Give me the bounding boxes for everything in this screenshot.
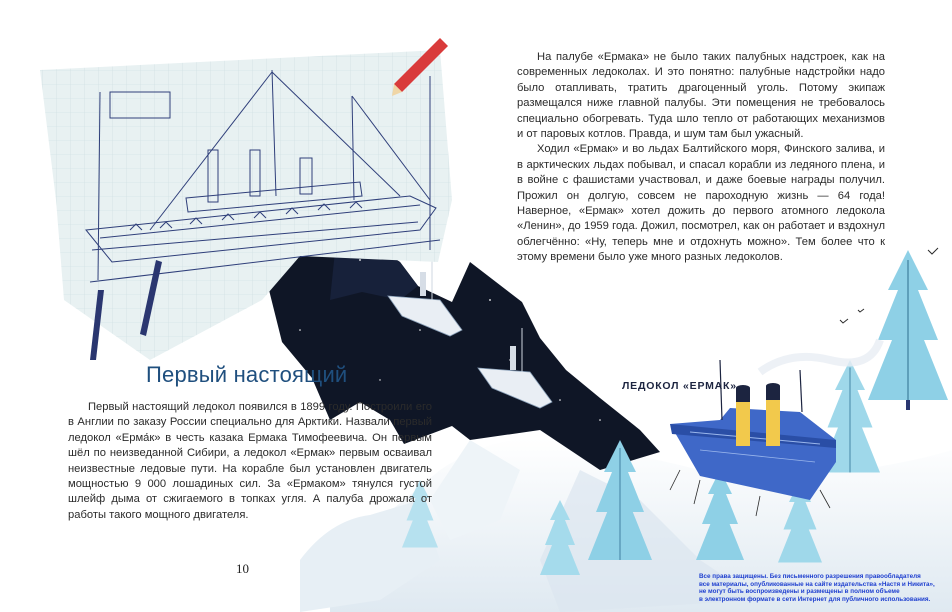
ship-caption: ЛЕДОКОЛ «ЕРМАК» — [622, 380, 737, 392]
paragraph: На палубе «Ермака» не было таких палубных надстроек, как на современных ледоколах. И это понятно: палубные надстройки надо было отапливать, тратить драгоценный уголь. Потому экипаж размещался ниже главной палубы. Эти помещения не требовалось специально обогревать. Туда шло тепло от работающих механизмов и от паровых котлов. Правда, и шум там был ужасный. — [517, 51, 885, 141]
page-number: 10 — [236, 561, 249, 576]
copyright-notice — [699, 573, 951, 603]
right-column-text — [517, 50, 885, 266]
copyright-line: все материалы, опубликованные на сайте издательства «Настя и Никита», — [699, 580, 935, 588]
left-column-text — [68, 400, 432, 523]
paragraph: Первый настоящий ледокол появился в 1899 году. Построили его в Англии по заказу России специально для Арктики. Назвали первый ледокол «Ерма́к» в честь казака Ермака Тимофеевича. Он первым шёл по неизведанной Сибири, а ледокол «Ермак» первым осваивал неизвестные ледовые пути. На корабле был установлен двигатель мощностью 9 000 лошадиных сил. За «Ермаком» тянулся густой шлейф дыма от сжигаемого в топках угля. А палуба дрожала от работы такого мощного двигателя. — [68, 401, 432, 521]
copyright-line: Все права защищены. Без письменного разрешения правообладателя — [699, 573, 921, 580]
paragraph: Ходил «Ермак» и во льдах Балтийского моря, Финского залива, и в арктических льдах побывал, и спасал корабли из ледяного плена, и в войне с фашистами участвовал, и даже боевые награды получил. Прожил он долгую, совсем не пароходную жизнь — 64 года! Наверное, «Ермак» хотел дожить до первого атомного ледокола «Ленин», до 1959 года. Дожил, посмотрел, как он работает и вздохнул облегчённо: «Ну, теперь мне и отдохнуть можно». Тем более что к этому времени было уже много разных ледоколов. — [517, 143, 885, 264]
copyright-line: не могут быть воспроизведены и размещены в полном объеме — [699, 588, 900, 596]
section-heading: Первый настоящий — [146, 362, 348, 387]
copyright-line: в электронном формате в сети Интернет для публичного использования. — [699, 595, 931, 603]
